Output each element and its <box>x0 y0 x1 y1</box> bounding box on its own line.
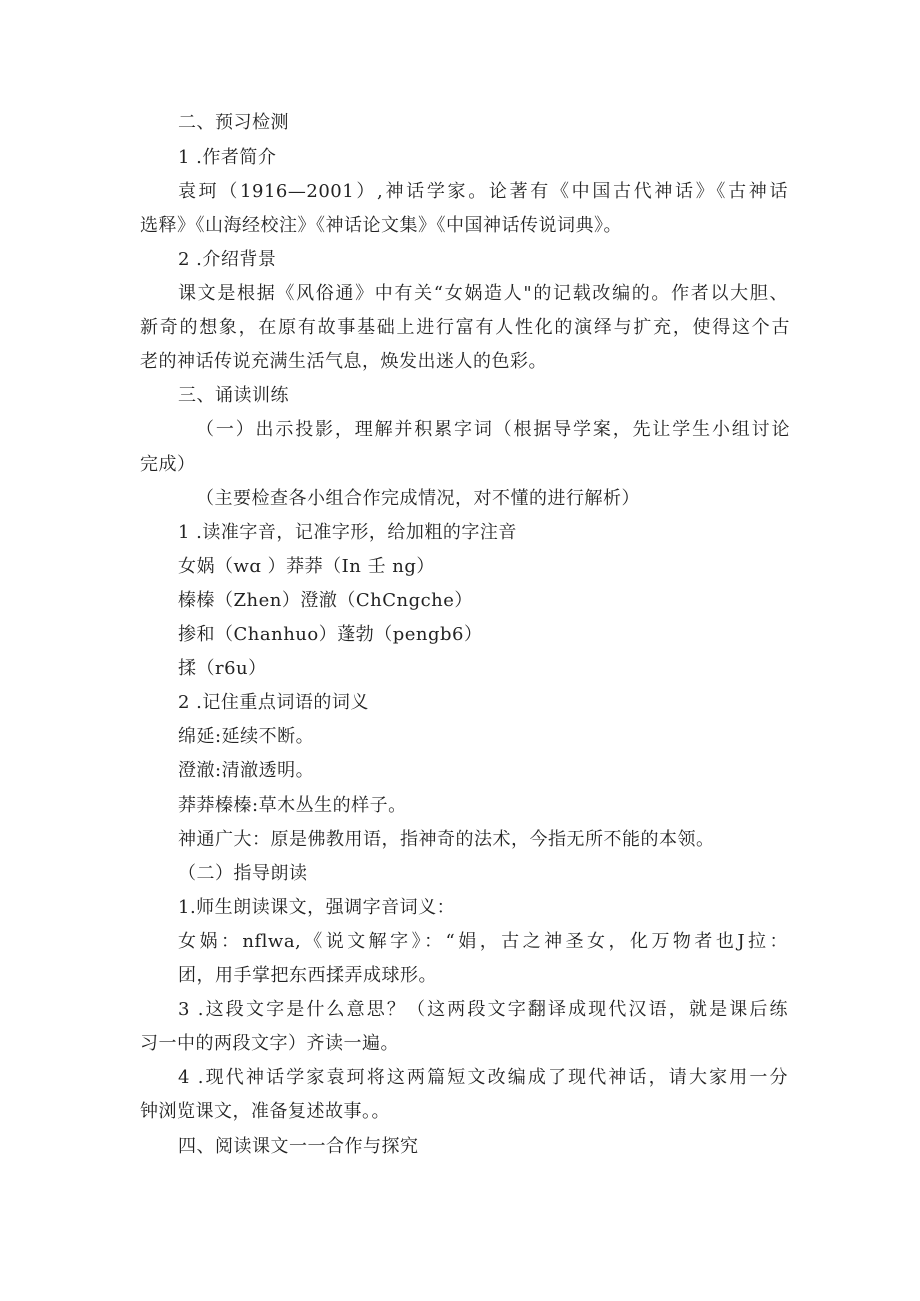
section-heading-explore: 四、阅读课文一一合作与探究 <box>178 1136 419 1157</box>
paragraph-line: 女娲：nflwa,《说文解字》：“娟，古之神圣女，化万物者也J拉： <box>178 931 788 952</box>
list-item: 1.师生朗读课文，强调字音词义： <box>178 897 456 918</box>
subheading-guided-reading: （二）指导朗读 <box>178 863 308 884</box>
paragraph-line: 习一中的两段文字）齐读一遍。 <box>140 1033 399 1054</box>
list-item: 1 .读准字音，记准字形，给加粗的字注音 <box>178 522 517 543</box>
section-heading-preview: 二、预习检测 <box>178 112 289 133</box>
paragraph-line: （主要检查各小组合作完成情况，对不懂的进行解析） <box>196 488 640 509</box>
paragraph-line: 完成） <box>140 454 196 475</box>
list-item: 女娲（wɑ ）莽莽（In 壬 ng） <box>178 556 435 577</box>
list-item: 榛榛（Zhen）澄澈（ChCngche） <box>178 590 473 611</box>
subheading-background: 2 .介绍背景 <box>178 249 277 270</box>
list-item: 绵延:延续不断。 <box>178 726 315 747</box>
list-item: 澄澈:清澈透明。 <box>178 760 315 781</box>
list-item: 莽莽榛榛:草木丛生的样子。 <box>178 795 407 816</box>
paragraph-line: 3 .这段文字是什么意思？（这两段文字翻译成现代汉语，就是课后练 <box>178 999 788 1020</box>
list-item: 掺和（Chanhuo）蓬勃（pengb6） <box>178 624 483 645</box>
paragraph-line: 4 .现代神话学家袁珂将这两篇短文改编成了现代神话，请大家用一分 <box>178 1067 788 1088</box>
paragraph-line: 团，用手掌把东西揉弄成球形。 <box>178 965 437 986</box>
paragraph-line: 新奇的想象，在原有故事基础上进行富有人性化的演绎与扩充，使得这个古 <box>140 317 790 338</box>
section-heading-reading: 三、诵读训练 <box>178 385 289 406</box>
paragraph-line: 老的神话传说充满生活气息，焕发出迷人的色彩。 <box>140 351 547 372</box>
list-item: 揉（r6u） <box>178 658 267 679</box>
paragraph-line: （一）出示投影，理解并积累字词（根据导学案，先让学生小组讨论 <box>196 419 790 440</box>
paragraph-line: 选释》《山海经校注》《神话论文集》《中国神话传说词典》。 <box>140 215 622 236</box>
paragraph-line: 袁珂（1916—2001）,神话学家。论著有《中国古代神话》《古神话 <box>178 181 788 202</box>
paragraph-line: 课文是根据《风俗通》中有关“女娲造人"的记载改编的。作者以大胆、 <box>178 283 788 304</box>
paragraph-line: 钟浏览课文，准备复述故事。。 <box>140 1101 390 1122</box>
list-item: 神通广大：原是佛教用语，指神奇的法术，今指无所不能的本领。 <box>178 829 715 850</box>
list-item: 2 .记住重点词语的词义 <box>178 692 369 713</box>
subheading-author-intro: 1 .作者简介 <box>178 147 277 168</box>
